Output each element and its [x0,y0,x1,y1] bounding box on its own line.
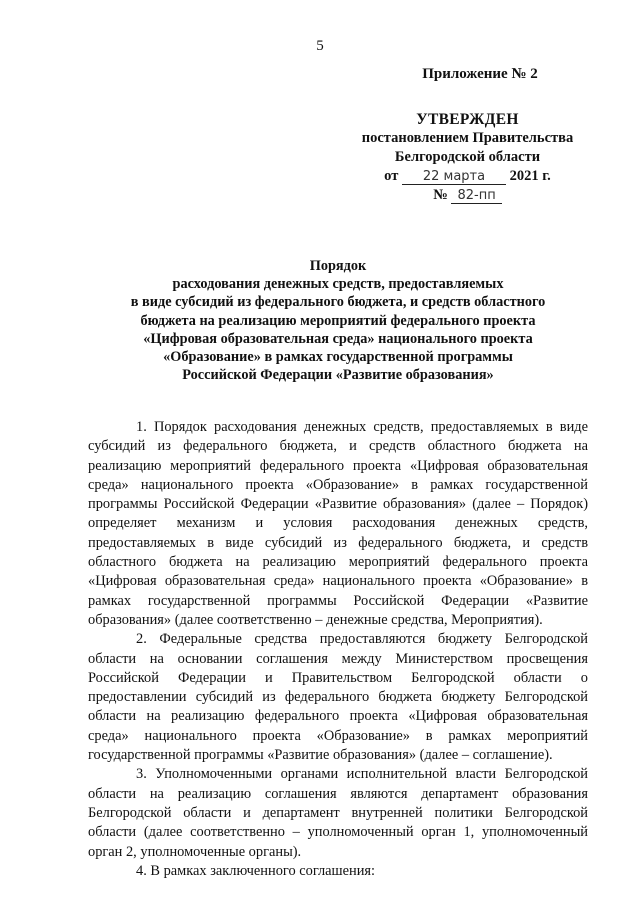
date-prefix: от [384,168,399,184]
title-line: «Образование» в рамках государственной программы [163,349,513,366]
number-prefix: № [433,187,448,203]
title-line: «Цифровая образовательная среда» национального проекта [143,330,533,347]
approval-line-1: постановлением Правительства [361,130,574,146]
document-title [88,257,588,384]
paragraph-4: 4. В рамках заключенного соглашения: [136,862,376,879]
paragraph-3: 3. Уполномоченными органами исполнительной власти Белгородской области на реализацию соглашения являются департамент образования Белгородской области и департамент внутренней политики Белгородской области (далее соответственно – уполномоченный орган 1, уполномоченный орган 2, уполномоченные органы). [88,766,588,860]
approval-date-line [350,167,585,186]
paragraph-2: 2. Федеральные средства предоставляются бюджету Белгородской области на основании соглашения между Министерством просвещения Российской Федерации и Правительством Белгородской области о предоставлении субсидий из федерального бюджета бюджету Белгородской области на реализацию федерального проекта «Цифровая образовательная среда» национального проекта «Образование» в рамках мероприятий государственной программы «Развитие образования» (далее – соглашение). [88,631,588,764]
title-line: бюджета на реализацию мероприятий федерального проекта [140,312,536,329]
document-body [88,418,588,881]
appendix-label: Приложение № 2 [422,66,538,82]
approval-title: УТВЕРЖДЕН [416,111,519,128]
title-line: расходования денежных средств, предоставляемых [172,276,504,293]
number-field: 82-пп [451,188,501,204]
approval-number-line [350,186,585,205]
date-year: 2021 г. [509,168,551,184]
date-field: 22 марта [402,169,506,185]
paragraph-1: 1. Порядок расходования денежных средств, предоставляемых в виде субсидий из федерального бюджета, и средств областного бюджета на реализацию мероприятий федерального проекта «Цифровая образовательная среда» национального проекта «Образование» в рамках государственной программы Российской Федерации «Развитие образования» (далее – Порядок) определяет механизм и условия расходования денежных средств, предоставляемых в виде субсидий из федерального бюджета, и средств областного бюджета на реализацию мероприятий федерального проекта «Цифровая образовательная среда» национального проекта «Образование» в рамках государственной программы Российской Федерации «Развитие образования» (далее соответственно – денежные средства, Мероприятия). [88,419,588,628]
page-number: 5 [316,38,324,54]
title-line: Российской Федерации «Развитие образования» [182,367,494,384]
title-line: Порядок [309,258,367,274]
title-line: в виде субсидий из федерального бюджета, и средств областного [130,294,546,311]
approval-line-2: Белгородской области [394,149,541,165]
approval-block [350,110,585,205]
